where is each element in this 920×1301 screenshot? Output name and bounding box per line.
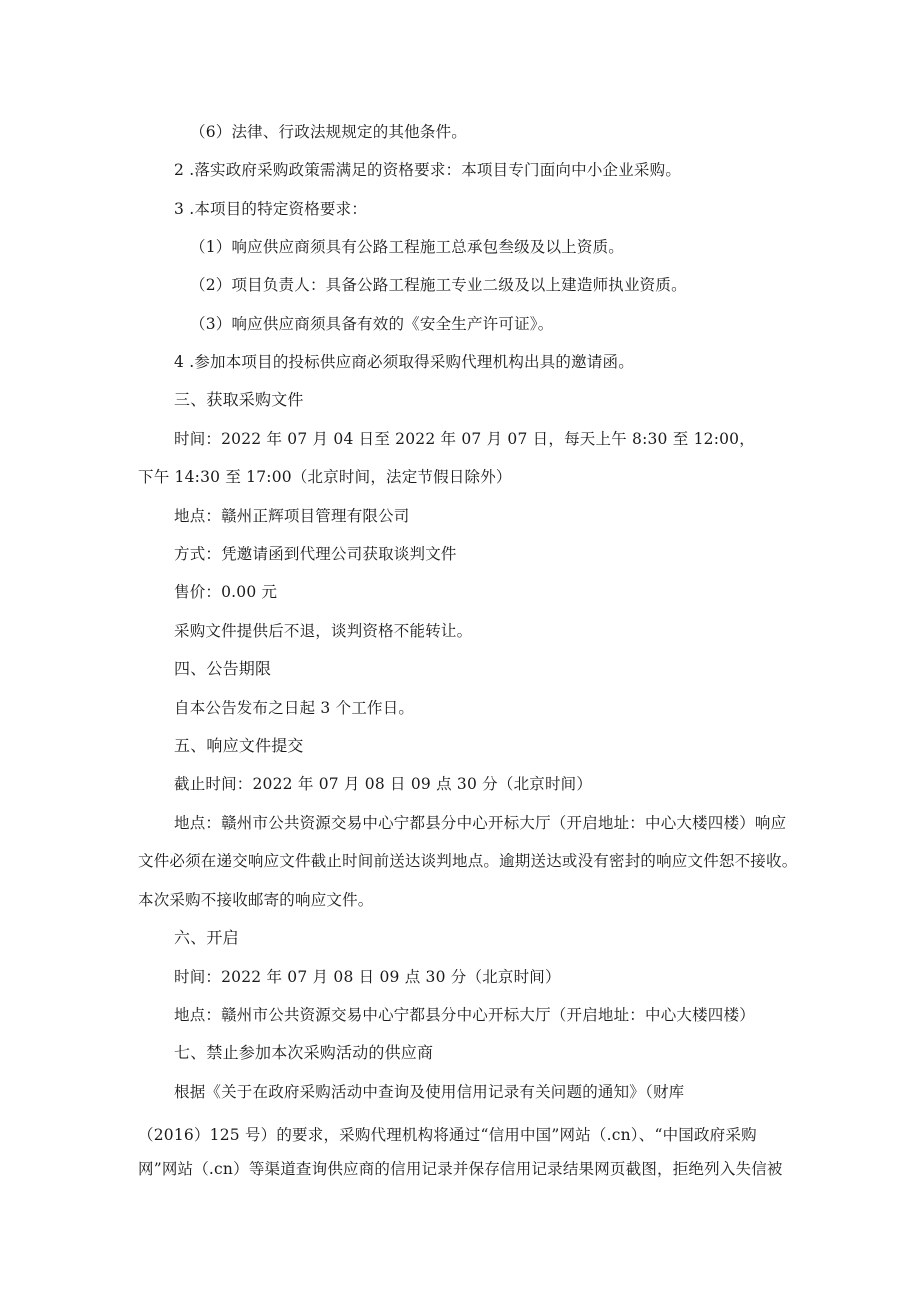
condition-6: （6）法律、行政法规规定的其他条件。: [190, 123, 467, 141]
opening-time: 时间：2022 年 07 月 08 日 09 点 30 分（北京时间）: [174, 968, 561, 986]
specific-requirement-1: （1）响应供应商须具有公路工程施工总承包叁级及以上资质。: [190, 238, 624, 256]
specific-requirement-3: （3）响应供应商须具备有效的《安全生产许可证》。: [190, 315, 554, 333]
submit-deadline: 截止时间：2022 年 07 月 08 日 09 点 30 分（北京时间）: [174, 775, 593, 793]
notice-period: 自本公告发布之日起 3 个工作日。: [174, 699, 415, 717]
section-heading-6: 六、开启: [174, 928, 239, 947]
section-heading-5: 五、响应文件提交: [174, 736, 304, 755]
credit-paragraph-line-1: 根据《关于在政府采购活动中查询及使用信用记录有关问题的通知》（财库: [174, 1083, 685, 1101]
submit-mail-note: 本次采购不接收邮寄的响应文件。: [138, 891, 374, 909]
requirement-2: 2 .落实政府采购政策需满足的资格要求：本项目专门面向中小企业采购。: [174, 161, 682, 179]
acquire-time: 时间：2022 年 07 月 04 日至 2022 年 07 月 07 日，每天上午 8:30 至 12:00，: [174, 430, 755, 448]
opening-location: 地点：赣州市公共资源交易中心宁都县分中心开标大厅（开启地址：中心大楼四楼）: [174, 1006, 755, 1024]
section-heading-3: 三、获取采购文件: [174, 390, 304, 409]
acquire-note: 采购文件提供后不退，谈判资格不能转让。: [174, 622, 473, 640]
credit-paragraph-line-2: （2016）125 号）的要求，采购代理机构将通过“信用中国”网站（.cn）、“中国政府采购: [138, 1126, 757, 1144]
section-heading-4: 四、公告期限: [174, 659, 272, 678]
requirement-3: 3 .本项目的特定资格要求：: [174, 200, 368, 218]
submit-location: 地点：赣州市公共资源交易中心宁都县分中心开标大厅（开启地址：中心大楼四楼）响应: [174, 814, 787, 832]
acquire-price: 售价：0.00 元: [174, 583, 278, 601]
section-heading-7: 七、禁止参加本次采购活动的供应商: [174, 1043, 434, 1062]
submit-location-cont: 文件必须在递交响应文件截止时间前送达谈判地点。逾期送达或没有密封的响应文件恕不接收。: [138, 852, 798, 870]
acquire-time-cont: 下午 14:30 至 17:00（北京时间，法定节假日除外）: [138, 468, 512, 486]
specific-requirement-2: （2）项目负责人：具备公路工程施工专业二级及以上建造师执业资质。: [190, 276, 687, 294]
acquire-method: 方式：凭邀请函到代理公司获取谈判文件: [174, 545, 457, 563]
credit-paragraph-line-3: 网”网站（.cn）等渠道查询供应商的信用记录并保存信用记录结果网页截图，拒绝列入失信被: [138, 1160, 783, 1178]
acquire-location: 地点：赣州正辉项目管理有限公司: [174, 507, 410, 525]
requirement-4: 4 .参加本项目的投标供应商必须取得采购代理机构出具的邀请函。: [174, 353, 634, 371]
